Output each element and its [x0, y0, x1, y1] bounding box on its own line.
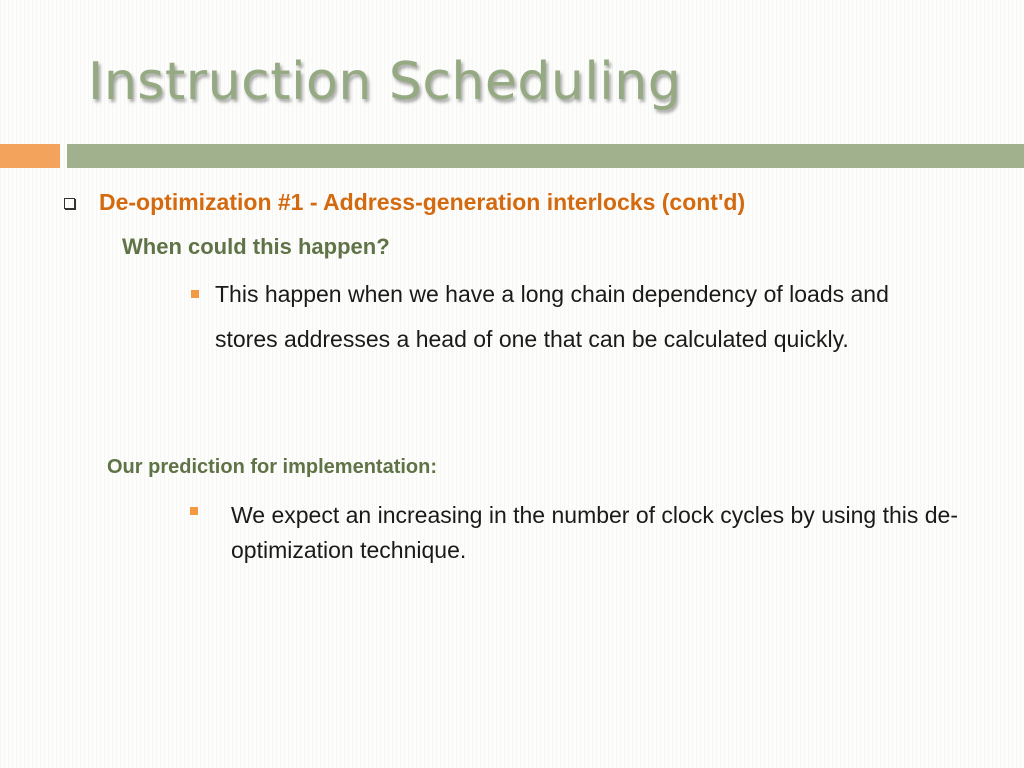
bullet-point-2-text: We expect an increasing in the number of clock cycles by using this de-optimization technique. — [231, 502, 958, 563]
main-bullet — [64, 189, 745, 216]
square-bullet-icon — [191, 290, 199, 298]
subheading-when: When could this happen? — [122, 234, 390, 259]
slide-title: Instruction Scheduling — [88, 52, 682, 112]
bullet-point-1-text: This happen when we have a long chain dependency of loads and stores addresses a head of one that can be calculated quickly. — [215, 281, 889, 352]
main-bullet-text: De-optimization #1 - Address-generation interlocks (cont'd) — [99, 189, 746, 215]
square-bullet-icon — [190, 507, 198, 515]
subheading-prediction: Our prediction for implementation: — [107, 456, 438, 478]
title-accent-bar-orange — [0, 144, 60, 168]
hollow-square-bullet-icon — [64, 198, 75, 209]
title-accent-bar-green — [67, 144, 1024, 168]
